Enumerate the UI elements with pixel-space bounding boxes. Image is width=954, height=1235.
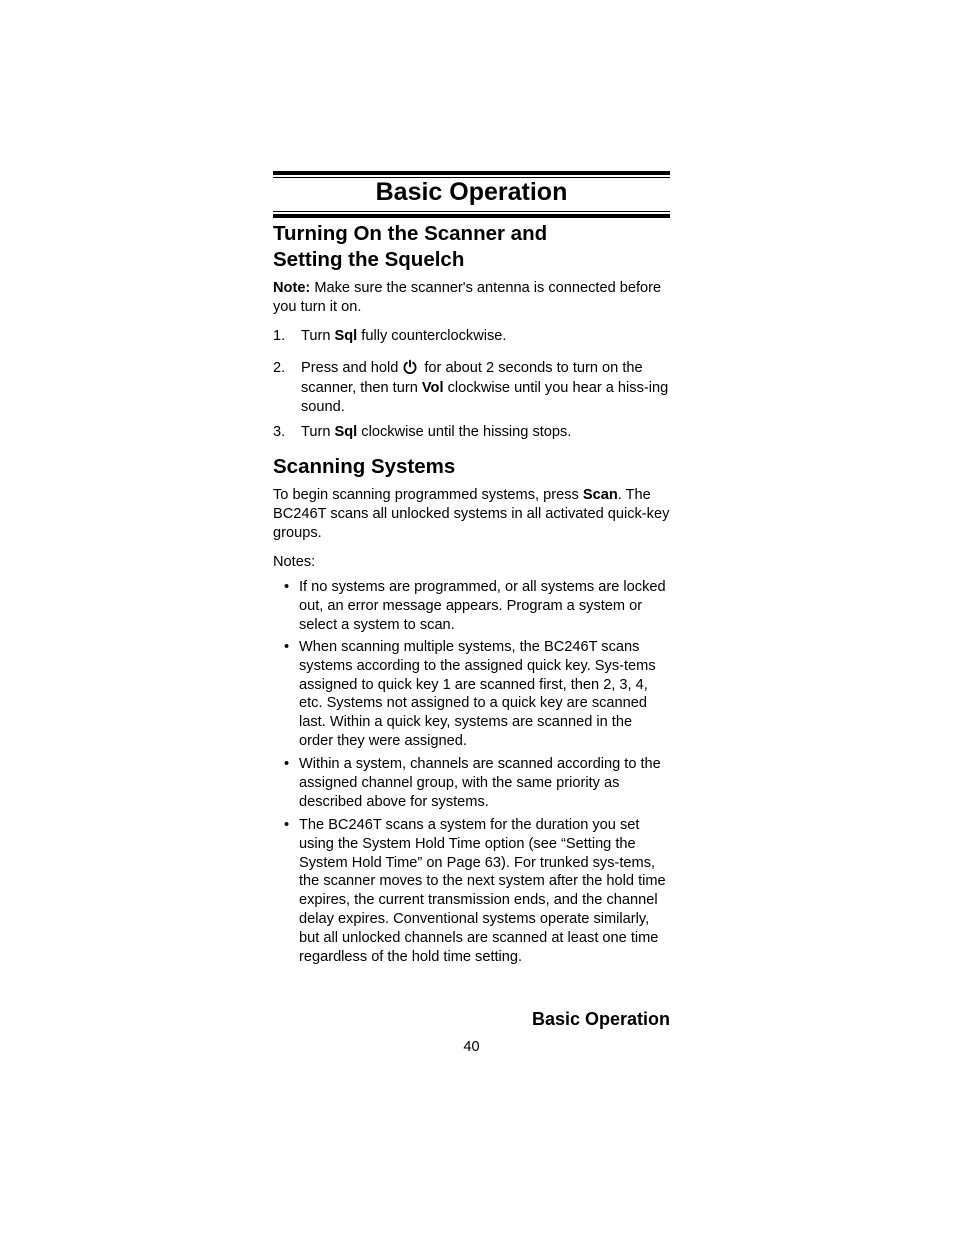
control-name: Vol bbox=[421, 379, 444, 396]
step-number: 2. bbox=[273, 360, 286, 376]
note-paragraph bbox=[273, 279, 670, 317]
top-rule-thick bbox=[273, 171, 670, 175]
step-number: 1. bbox=[273, 328, 286, 344]
notes-label: Notes: bbox=[273, 554, 316, 570]
bullet-item: If no systems are programmed, or all systems are locked out, an error message appears. Program a system or select a system to scan. bbox=[299, 579, 666, 633]
step-text-mid: for about 2 seconds to turn on the scanner, then turn bbox=[301, 360, 643, 396]
step-text bbox=[301, 423, 671, 442]
intro-text-pre: To begin scanning programmed systems, press bbox=[273, 487, 583, 503]
step-text-post: fully counterclockwise. bbox=[357, 328, 507, 344]
bullet-item: When scanning multiple systems, the BC246T scans systems according to the assigned quick key. Sys-tems assigned to quick key 1 are scanned first, then 2, 3, 4, etc. Systems not assigned to a quick key are scanned last. Within a quick key, systems are scanned in the order they were assigned. bbox=[299, 639, 656, 749]
step-number: 3. bbox=[273, 424, 286, 440]
step-text-pre: Turn bbox=[301, 328, 335, 344]
control-name: Sql bbox=[334, 424, 358, 440]
bottom-rule-thick bbox=[273, 214, 670, 218]
section-heading-line1: Turning On the Scanner and bbox=[273, 222, 548, 245]
step-text-pre: Turn bbox=[301, 424, 335, 440]
section-heading-line2: Setting the Squelch bbox=[273, 248, 465, 271]
step-text bbox=[301, 327, 671, 346]
running-footer-title: Basic Operation bbox=[531, 1009, 670, 1029]
page-number: 40 bbox=[463, 1039, 480, 1055]
bullet-item: Within a system, channels are scanned according to the assigned channel group, with the same priority as described above for systems. bbox=[299, 756, 661, 810]
control-name: Sql bbox=[334, 328, 358, 344]
step-text bbox=[301, 359, 671, 418]
control-name: Scan bbox=[582, 487, 618, 503]
section-heading: Scanning Systems bbox=[273, 455, 456, 478]
intro-paragraph bbox=[273, 486, 670, 543]
chapter-title: Basic Operation bbox=[375, 178, 568, 206]
note-label: Note: bbox=[273, 280, 311, 296]
bullet-marker: • bbox=[284, 756, 290, 772]
step-text-pre: Press and hold bbox=[301, 360, 399, 376]
bullet-marker: • bbox=[284, 579, 290, 595]
step-text-post: clockwise until you hear a hiss-ing sound. bbox=[301, 379, 669, 415]
power-icon bbox=[402, 359, 418, 375]
bullet-marker: • bbox=[284, 817, 290, 833]
bottom-rule-thin bbox=[273, 211, 670, 212]
note-text: Make sure the scanner's antenna is connected before you turn it on. bbox=[273, 280, 662, 315]
step-text-post: clockwise until the hissing stops. bbox=[357, 424, 572, 440]
bullet-item: The BC246T scans a system for the duration you set using the System Hold Time option (see “Setting the System Hold Time” on Page 63). For trunked sys-tems, the scanner moves to the next system after the hold time expires, the current transmission ends, and the channel delay expires. Conventional systems operate similarly, but all unlocked channels are scanned at least one time regardless of the hold time setting. bbox=[299, 817, 666, 965]
bullet-marker: • bbox=[284, 639, 290, 655]
intro-text-post: . The BC246T scans all unlocked systems in all activated quick-key groups. bbox=[273, 487, 670, 541]
